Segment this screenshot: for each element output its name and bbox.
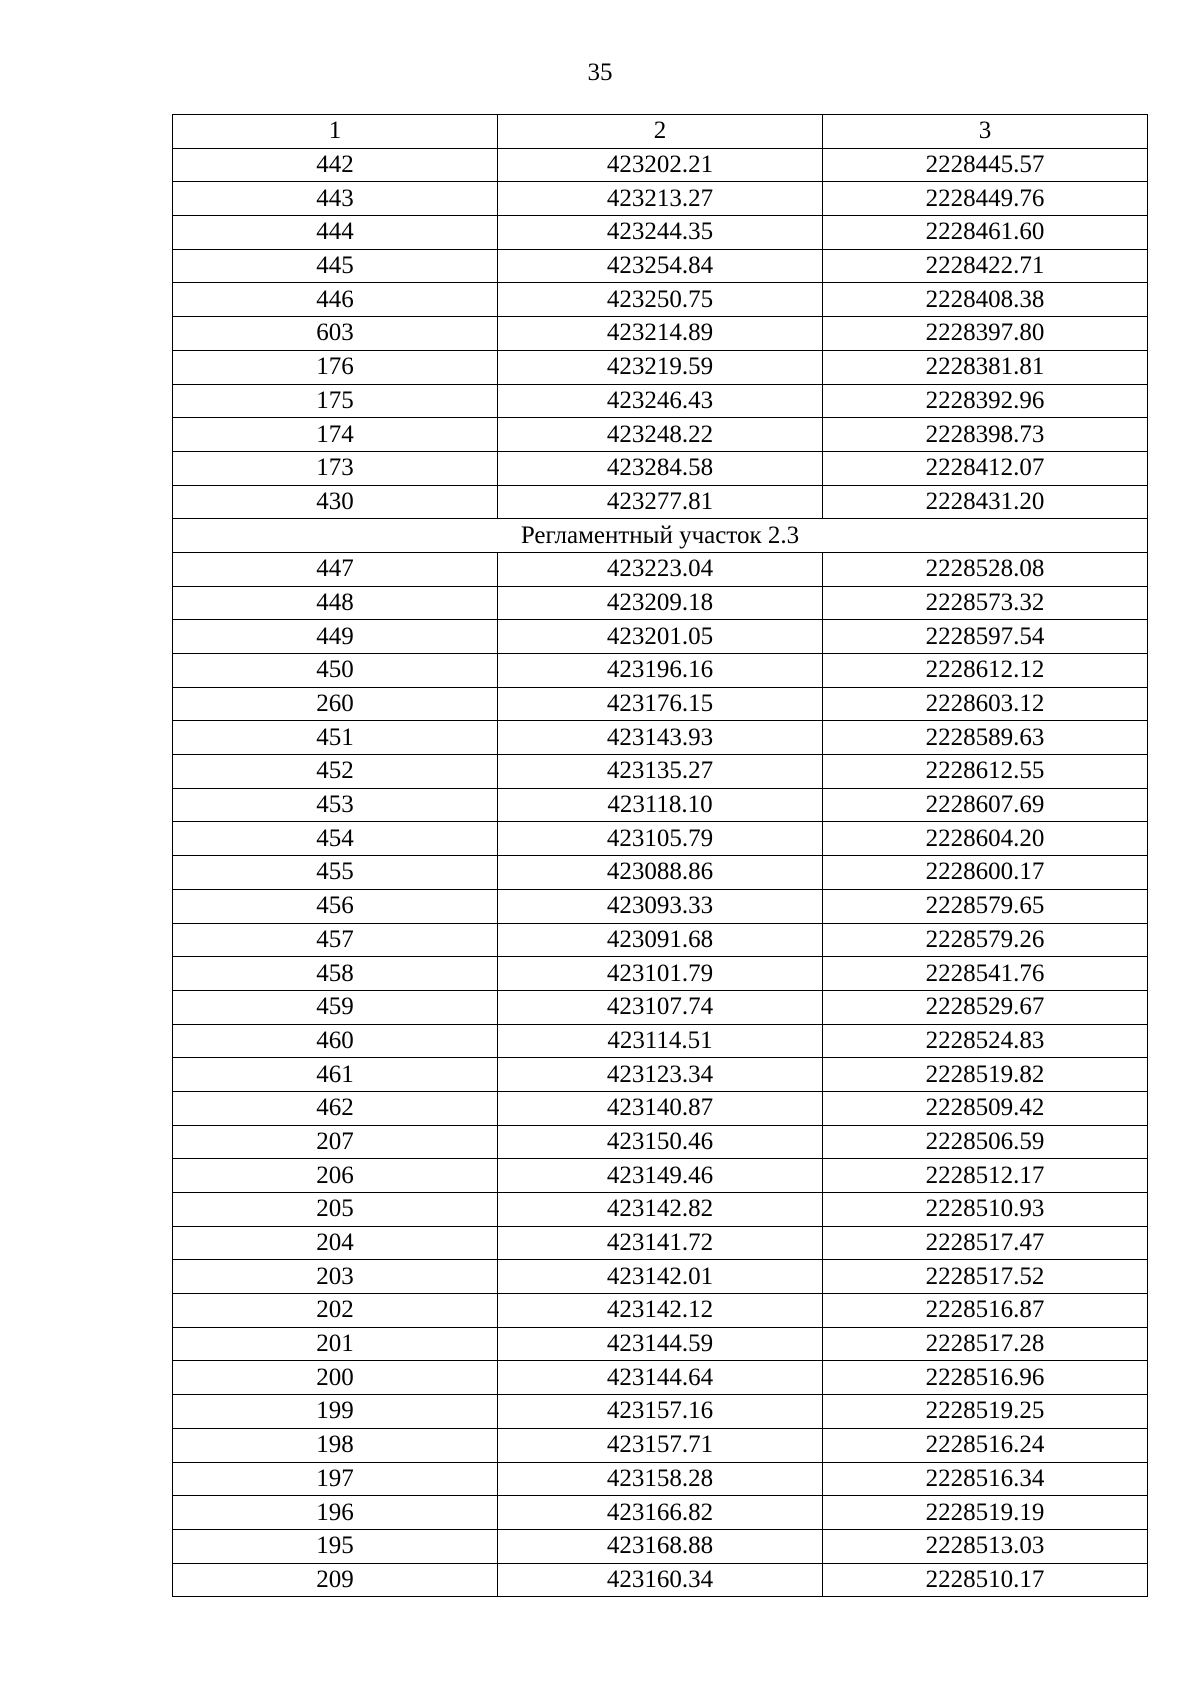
- y-coordinate-cell: 2228573.32: [823, 586, 1148, 620]
- x-coordinate-cell: 423091.68: [498, 923, 823, 957]
- point-number-cell: 451: [173, 721, 498, 755]
- table-row: [173, 1496, 1148, 1530]
- x-coordinate-cell: 423140.87: [498, 1091, 823, 1125]
- table-row: [173, 148, 1148, 182]
- table-row: [173, 1563, 1148, 1597]
- table-row: [173, 620, 1148, 654]
- x-coordinate-cell: 423141.72: [498, 1226, 823, 1260]
- point-number-cell: 603: [173, 317, 498, 351]
- point-number-cell: 458: [173, 957, 498, 991]
- x-coordinate-cell: 423176.15: [498, 687, 823, 721]
- table-row: [173, 1193, 1148, 1227]
- table-row: [173, 182, 1148, 216]
- y-coordinate-cell: 2228603.12: [823, 687, 1148, 721]
- header-cell-x: 2: [498, 115, 823, 149]
- point-number-cell: 450: [173, 654, 498, 688]
- x-coordinate-cell: 423248.22: [498, 418, 823, 452]
- x-coordinate-cell: 423143.93: [498, 721, 823, 755]
- point-number-cell: 457: [173, 923, 498, 957]
- y-coordinate-cell: 2228381.81: [823, 350, 1148, 384]
- y-coordinate-cell: 2228589.63: [823, 721, 1148, 755]
- table-row: [173, 1361, 1148, 1395]
- point-number-cell: 447: [173, 552, 498, 586]
- table-row: [173, 1428, 1148, 1462]
- x-coordinate-cell: 423202.21: [498, 148, 823, 182]
- point-number-cell: 204: [173, 1226, 498, 1260]
- y-coordinate-cell: 2228509.42: [823, 1091, 1148, 1125]
- y-coordinate-cell: 2228392.96: [823, 384, 1148, 418]
- x-coordinate-cell: 423168.88: [498, 1529, 823, 1563]
- y-coordinate-cell: 2228519.82: [823, 1058, 1148, 1092]
- y-coordinate-cell: 2228510.93: [823, 1193, 1148, 1227]
- y-coordinate-cell: 2228513.03: [823, 1529, 1148, 1563]
- y-coordinate-cell: 2228612.55: [823, 755, 1148, 789]
- table-row: [173, 317, 1148, 351]
- table-row: [173, 1091, 1148, 1125]
- y-coordinate-cell: 2228612.12: [823, 654, 1148, 688]
- point-number-cell: 446: [173, 283, 498, 317]
- point-number-cell: 456: [173, 889, 498, 923]
- x-coordinate-cell: 423277.81: [498, 485, 823, 519]
- table-row: [173, 350, 1148, 384]
- table-row: [173, 249, 1148, 283]
- point-number-cell: 195: [173, 1529, 498, 1563]
- y-coordinate-cell: 2228506.59: [823, 1125, 1148, 1159]
- x-coordinate-cell: 423107.74: [498, 990, 823, 1024]
- table-row: [173, 1327, 1148, 1361]
- point-number-cell: 448: [173, 586, 498, 620]
- y-coordinate-cell: 2228398.73: [823, 418, 1148, 452]
- y-coordinate-cell: 2228516.87: [823, 1294, 1148, 1328]
- y-coordinate-cell: 2228517.52: [823, 1260, 1148, 1294]
- table-row: [173, 1226, 1148, 1260]
- y-coordinate-cell: 2228445.57: [823, 148, 1148, 182]
- point-number-cell: 202: [173, 1294, 498, 1328]
- table-row: [173, 1260, 1148, 1294]
- table-row: [173, 755, 1148, 789]
- y-coordinate-cell: 2228449.76: [823, 182, 1148, 216]
- table-row: [173, 1125, 1148, 1159]
- point-number-cell: 201: [173, 1327, 498, 1361]
- table-row: [173, 1058, 1148, 1092]
- section-row: [173, 519, 1148, 553]
- table-row: [173, 721, 1148, 755]
- x-coordinate-cell: 423150.46: [498, 1125, 823, 1159]
- point-number-cell: 462: [173, 1091, 498, 1125]
- x-coordinate-cell: 423209.18: [498, 586, 823, 620]
- point-number-cell: 175: [173, 384, 498, 418]
- table-row: [173, 216, 1148, 250]
- y-coordinate-cell: 2228607.69: [823, 788, 1148, 822]
- header-row: [173, 115, 1148, 149]
- y-coordinate-cell: 2228600.17: [823, 856, 1148, 890]
- x-coordinate-cell: 423166.82: [498, 1496, 823, 1530]
- point-number-cell: 196: [173, 1496, 498, 1530]
- coordinates-table: [172, 114, 1148, 1597]
- x-coordinate-cell: 423142.82: [498, 1193, 823, 1227]
- point-number-cell: 461: [173, 1058, 498, 1092]
- y-coordinate-cell: 2228461.60: [823, 216, 1148, 250]
- table-row: [173, 1159, 1148, 1193]
- point-number-cell: 176: [173, 350, 498, 384]
- y-coordinate-cell: 2228541.76: [823, 957, 1148, 991]
- point-number-cell: 430: [173, 485, 498, 519]
- point-number-cell: 453: [173, 788, 498, 822]
- point-number-cell: 444: [173, 216, 498, 250]
- y-coordinate-cell: 2228408.38: [823, 283, 1148, 317]
- table-row: [173, 586, 1148, 620]
- point-number-cell: 443: [173, 182, 498, 216]
- point-number-cell: 455: [173, 856, 498, 890]
- x-coordinate-cell: 423088.86: [498, 856, 823, 890]
- y-coordinate-cell: 2228529.67: [823, 990, 1148, 1024]
- x-coordinate-cell: 423142.01: [498, 1260, 823, 1294]
- x-coordinate-cell: 423142.12: [498, 1294, 823, 1328]
- y-coordinate-cell: 2228517.28: [823, 1327, 1148, 1361]
- x-coordinate-cell: 423250.75: [498, 283, 823, 317]
- y-coordinate-cell: 2228412.07: [823, 451, 1148, 485]
- point-number-cell: 460: [173, 1024, 498, 1058]
- x-coordinate-cell: 423101.79: [498, 957, 823, 991]
- y-coordinate-cell: 2228579.26: [823, 923, 1148, 957]
- y-coordinate-cell: 2228579.65: [823, 889, 1148, 923]
- point-number-cell: 206: [173, 1159, 498, 1193]
- point-number-cell: 260: [173, 687, 498, 721]
- y-coordinate-cell: 2228524.83: [823, 1024, 1148, 1058]
- table-row: [173, 654, 1148, 688]
- table-row: [173, 957, 1148, 991]
- x-coordinate-cell: 423254.84: [498, 249, 823, 283]
- x-coordinate-cell: 423213.27: [498, 182, 823, 216]
- point-number-cell: 174: [173, 418, 498, 452]
- point-number-cell: 207: [173, 1125, 498, 1159]
- point-number-cell: 454: [173, 822, 498, 856]
- table-row: [173, 1462, 1148, 1496]
- table-row: [173, 283, 1148, 317]
- y-coordinate-cell: 2228510.17: [823, 1563, 1148, 1597]
- coordinates-table-body: [173, 115, 1148, 1597]
- point-number-cell: 459: [173, 990, 498, 1024]
- table-row: [173, 990, 1148, 1024]
- x-coordinate-cell: 423093.33: [498, 889, 823, 923]
- y-coordinate-cell: 2228604.20: [823, 822, 1148, 856]
- x-coordinate-cell: 423144.59: [498, 1327, 823, 1361]
- x-coordinate-cell: 423219.59: [498, 350, 823, 384]
- page-number: 35: [587, 59, 613, 86]
- x-coordinate-cell: 423201.05: [498, 620, 823, 654]
- x-coordinate-cell: 423118.10: [498, 788, 823, 822]
- table-row: [173, 418, 1148, 452]
- x-coordinate-cell: 423214.89: [498, 317, 823, 351]
- y-coordinate-cell: 2228431.20: [823, 485, 1148, 519]
- x-coordinate-cell: 423223.04: [498, 552, 823, 586]
- header-cell-point: 1: [173, 115, 498, 149]
- x-coordinate-cell: 423284.58: [498, 451, 823, 485]
- point-number-cell: 203: [173, 1260, 498, 1294]
- point-number-cell: 445: [173, 249, 498, 283]
- y-coordinate-cell: 2228528.08: [823, 552, 1148, 586]
- y-coordinate-cell: 2228516.96: [823, 1361, 1148, 1395]
- table-row: [173, 1395, 1148, 1429]
- y-coordinate-cell: 2228597.54: [823, 620, 1148, 654]
- x-coordinate-cell: 423246.43: [498, 384, 823, 418]
- x-coordinate-cell: 423196.16: [498, 654, 823, 688]
- y-coordinate-cell: 2228519.19: [823, 1496, 1148, 1530]
- x-coordinate-cell: 423157.71: [498, 1428, 823, 1462]
- table-row: [173, 1529, 1148, 1563]
- point-number-cell: 198: [173, 1428, 498, 1462]
- point-number-cell: 209: [173, 1563, 498, 1597]
- point-number-cell: 452: [173, 755, 498, 789]
- header-cell-y: 3: [823, 115, 1148, 149]
- y-coordinate-cell: 2228516.24: [823, 1428, 1148, 1462]
- y-coordinate-cell: 2228516.34: [823, 1462, 1148, 1496]
- y-coordinate-cell: 2228397.80: [823, 317, 1148, 351]
- x-coordinate-cell: 423114.51: [498, 1024, 823, 1058]
- point-number-cell: 199: [173, 1395, 498, 1429]
- y-coordinate-cell: 2228512.17: [823, 1159, 1148, 1193]
- table-row: [173, 1294, 1148, 1328]
- table-row: [173, 889, 1148, 923]
- y-coordinate-cell: 2228517.47: [823, 1226, 1148, 1260]
- x-coordinate-cell: 423158.28: [498, 1462, 823, 1496]
- point-number-cell: 173: [173, 451, 498, 485]
- point-number-cell: 442: [173, 148, 498, 182]
- point-number-cell: 205: [173, 1193, 498, 1227]
- point-number-cell: 449: [173, 620, 498, 654]
- table-row: [173, 1024, 1148, 1058]
- point-number-cell: 200: [173, 1361, 498, 1395]
- table-row: [173, 822, 1148, 856]
- y-coordinate-cell: 2228519.25: [823, 1395, 1148, 1429]
- x-coordinate-cell: 423123.34: [498, 1058, 823, 1092]
- x-coordinate-cell: 423149.46: [498, 1159, 823, 1193]
- x-coordinate-cell: 423244.35: [498, 216, 823, 250]
- table-row: [173, 923, 1148, 957]
- x-coordinate-cell: 423144.64: [498, 1361, 823, 1395]
- table-row: [173, 485, 1148, 519]
- table-row: [173, 384, 1148, 418]
- table-row: [173, 451, 1148, 485]
- y-coordinate-cell: 2228422.71: [823, 249, 1148, 283]
- table-row: [173, 687, 1148, 721]
- table-row: [173, 788, 1148, 822]
- section-title: Регламентный участок 2.3: [173, 519, 1148, 553]
- table-row: [173, 856, 1148, 890]
- x-coordinate-cell: 423157.16: [498, 1395, 823, 1429]
- x-coordinate-cell: 423135.27: [498, 755, 823, 789]
- point-number-cell: 197: [173, 1462, 498, 1496]
- x-coordinate-cell: 423105.79: [498, 822, 823, 856]
- table-row: [173, 552, 1148, 586]
- x-coordinate-cell: 423160.34: [498, 1563, 823, 1597]
